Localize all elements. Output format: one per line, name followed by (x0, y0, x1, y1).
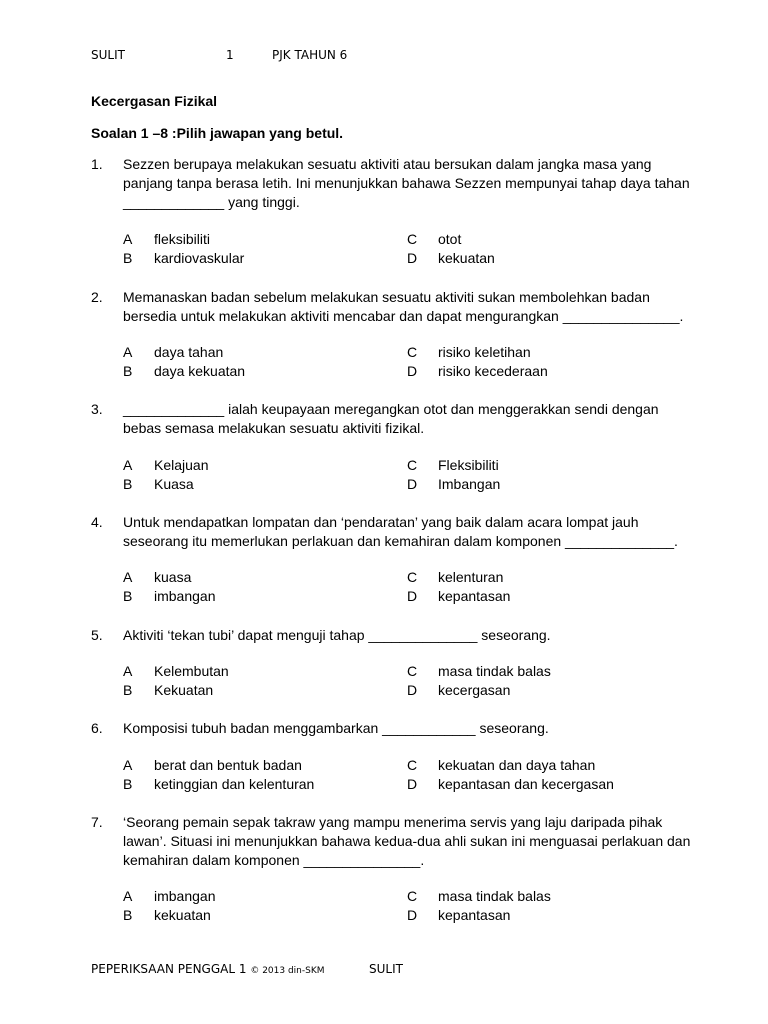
option-b[interactable]: B imbangan (123, 588, 216, 604)
option-b[interactable]: B ketinggian dan kelenturan (123, 776, 315, 792)
question-text: Untuk mendapatkan lompatan dan ‘pendaratan’ yang baik dalam acara lompat jauh seseorang itu memerlukan perlakuan dan kemahiran dalam komponen ______________. (123, 514, 678, 549)
option-a[interactable]: A Kelajuan (123, 457, 209, 473)
question-text: ‘Seorang pemain sepak takraw yang mampu menerima servis yang laju daripada pihak lawan’. Situasi ini menunjukkan bahawa kedua-dua ahli sukan ini menguasai perlakuan dan kemahiran dalam komponen _______________. (123, 814, 691, 868)
question-text: Aktiviti ‘tekan tubi’ dapat menguji tahap ______________ seseorang. (123, 627, 551, 643)
option-d[interactable]: D kekuatan (407, 250, 495, 266)
option-a[interactable]: A fleksibiliti (123, 231, 211, 247)
footer-exam-label: PEPERIKSAAN PENGGAL 1 (91, 962, 247, 976)
question-number: 5. (91, 627, 103, 643)
option-d[interactable]: D risiko kecederaan (407, 363, 548, 379)
question-number: 3. (91, 401, 103, 417)
question-text: Sezzen berupaya melakukan sesuatu aktiviti atau bersukan dalam jangka masa yang panjang tanpa berasa letih. Ini menunjukkan bahawa Sezzen mempunyai tahap daya tahan _____________ yang tinggi. (123, 156, 690, 210)
header-sulit: SULIT (91, 48, 125, 62)
question-number: 4. (91, 514, 103, 530)
option-c[interactable]: C risiko keletihan (407, 344, 531, 360)
option-d[interactable]: D Imbangan (407, 476, 501, 492)
option-d[interactable]: D kepantasan (407, 907, 511, 923)
question-text: _____________ ialah keupayaan meregangkan otot dan menggerakkan sendi dengan bebas semasa melakukan sesuatu aktiviti fizikal. (123, 401, 659, 436)
instruction: Soalan 1 –8 :Pilih jawapan yang betul. (91, 125, 344, 141)
question-number: 7. (91, 814, 103, 830)
question-text: Komposisi tubuh badan menggambarkan ____________ seseorang. (123, 720, 549, 736)
question-text: Memanaskan badan sebelum melakukan sesuatu aktiviti sukan membolehkan badan bersedia untuk melakukan aktiviti mencabar dan dapat mengurangkan _______________. (123, 289, 684, 324)
option-a[interactable]: A imbangan (123, 888, 216, 904)
section-title: Kecergasan Fizikal (91, 93, 218, 109)
option-d[interactable]: D kepantasan (407, 588, 511, 604)
option-c[interactable]: C kekuatan dan daya tahan (407, 757, 596, 773)
question-number: 6. (91, 720, 103, 736)
option-b[interactable]: B kardiovaskular (123, 250, 245, 266)
option-c[interactable]: C masa tindak balas (407, 663, 551, 679)
option-b[interactable]: B Kuasa (123, 476, 194, 492)
option-a[interactable]: A kuasa (123, 569, 192, 585)
question-7 (91, 813, 691, 870)
footer-copyright: © 2013 din-SKM (250, 966, 325, 976)
option-d[interactable]: D kepantasan dan kecergasan (407, 776, 614, 792)
option-c[interactable]: C otot (407, 231, 462, 247)
question-2 (91, 288, 691, 326)
option-b[interactable]: B Kekuatan (123, 682, 214, 698)
footer-exam (91, 962, 325, 976)
option-c[interactable]: C Fleksibiliti (407, 457, 499, 473)
option-d[interactable]: D kecergasan (407, 682, 511, 698)
question-6 (91, 719, 691, 738)
question-1 (91, 155, 691, 212)
header-subject: PJK TAHUN 6 (272, 48, 348, 62)
option-a[interactable]: A daya tahan (123, 344, 224, 360)
option-a[interactable]: A Kelembutan (123, 663, 229, 679)
option-c[interactable]: C masa tindak balas (407, 888, 551, 904)
question-3 (91, 400, 691, 438)
option-a[interactable]: A berat dan bentuk badan (123, 757, 302, 773)
question-5 (91, 626, 691, 645)
header-page-number: 1 (226, 48, 234, 62)
option-c[interactable]: C kelenturan (407, 569, 504, 585)
footer-sulit: SULIT (369, 962, 403, 976)
option-b[interactable]: B kekuatan (123, 907, 211, 923)
question-number: 1. (91, 156, 103, 172)
question-4 (91, 513, 691, 551)
question-number: 2. (91, 289, 103, 305)
option-b[interactable]: B daya kekuatan (123, 363, 246, 379)
